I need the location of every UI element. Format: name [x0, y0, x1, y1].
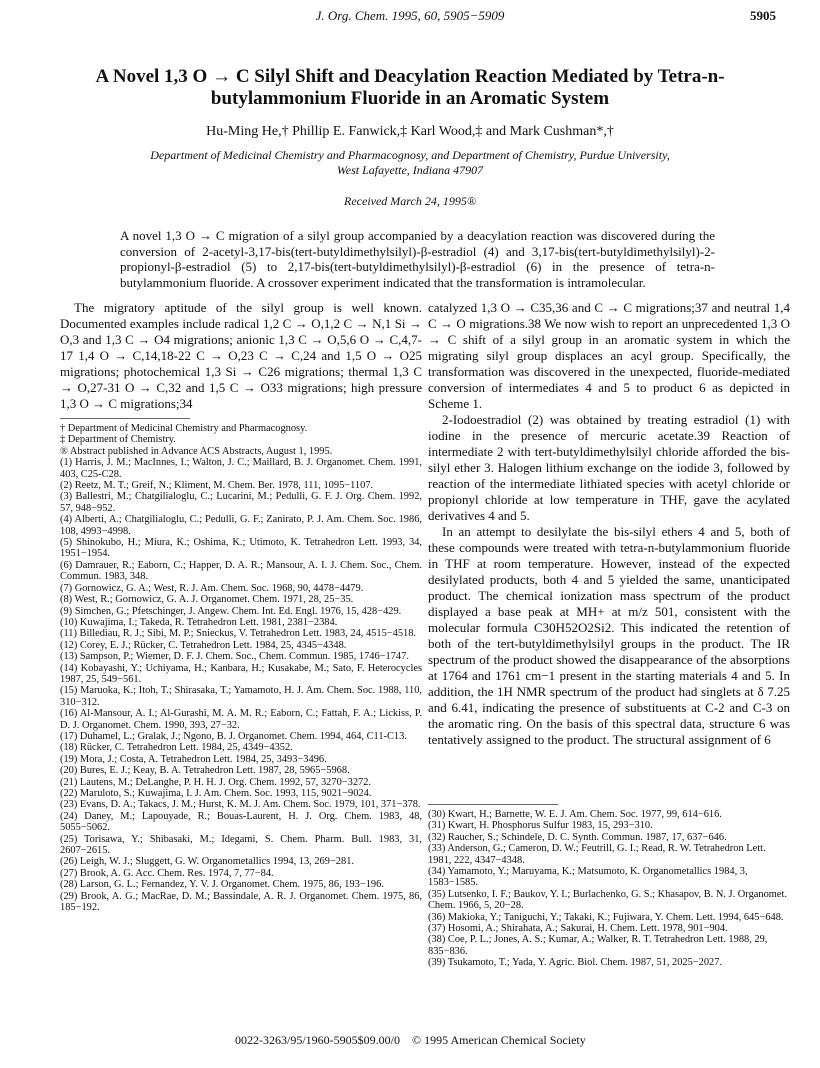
body-paragraph: In an attempt to desilylate the bis-silyl ethers 4 and 5, both of these compounds were treated with tetra-n-butylammonium fluoride in THF at room temperature. However, instead of the expected desilylated products, both 4 and 5 yielded the same, unanticipated product. The chemical ionization mass spectrum of the product displayed a base peak at MH+ at m/z 501, consistent with the molecular formula C30H52O2Si2. This indicated the retention of both of the tert-butyldimethylsilyl groups in the product. The IR spectrum of the product showed the disappearance of the absorptions at 1764 and 1761 cm−1 present in the starting materials 4 and 5. In addition, the 1H NMR spectrum of the product had singlets at δ 7.25 and 6.41, indicating the presence of substituents at C-2 and C-3 on the aromatic ring. On the basis of this spectral data, structure 6 was tentatively assigned to the product. The structural assignment of 6 [428, 524, 790, 747]
reference: (17) Duhamel, L.; Gralak, J.; Ngono, B. J. Organomet. Chem. 1994, 464, C11-C13. [60, 730, 407, 742]
article-title: A Novel 1,3 O → C Silyl Shift and Deacylation Reaction Mediated by Tetra-n-butylammonium Fluoride in an Aromatic System [95, 66, 725, 109]
affiliation: Department of Medicinal Chemistry and Pharmacognosy, and Department of Chemistry, Purdue University, West Lafayette, Indiana 47907 [150, 148, 670, 177]
journal-citation: J. Org. Chem. 1995, 60, 5905−5909 [315, 8, 505, 23]
reference: (22) Maruloto, S.; Kuwajima, I. J. Am. Chem. Soc. 1993, 115, 9021−9024. [60, 788, 372, 799]
reference: (19) Mora, J.; Costa, A. Tetrahedron Lett. 1984, 25, 3493−3496. [60, 753, 327, 765]
body-paragraph: The migratory aptitude of the silyl group is well known. Documented examples include radical 1,2 C → O,1,2 C → N,1 Si → O,3 and 1,3 C → O4 migrations; anionic 1,3 C → O,5,6 O → C,4,7-17 1,4 O → C,14,18-22 C → O,23 C → C,24 and 1,5 O → O25 migrations; photochemical 1,3 Si → C26 migrations; thermal 1,3 C → O,27-31 O → C,32 and 1,5 C → O33 migrations; high pressure 1,3 O → C migrations;34 [60, 300, 422, 411]
reference: (27) Brook, A. G. Acc. Chem. Res. 1974, 7, 77−84. [60, 867, 274, 879]
footnote: † Department of Medicinal Chemistry and Pharmacognosy. [60, 423, 308, 434]
reference: (21) Lautens, M.; DeLanghe, P. H. H. J. Org. Chem. 1992, 57, 3270−3272. [60, 776, 372, 788]
body-paragraph: catalyzed 1,3 O → C35,36 and C → C migrations;37 and neutral 1,4 C → O migrations.38 We now wish to report an unprecedented 1,3 O → C shift of a silyl group in an aromatic system in which the migrating silyl group displaces an acyl group. Specifically, the transformation was discovered in the unexpected, fluoride-mediated conversion of intermediates 4 and 5 to product 6 as depicted in Scheme 1. [428, 300, 790, 411]
reference-divider [428, 804, 558, 805]
reference: (9) Simchen, G.; Pfetschinger, J. Angew. Chem. Int. Ed. Engl. 1976, 15, 428−429. [60, 605, 402, 617]
reference: (30) Kwart, H.; Barnette, W. E. J. Am. Chem. Soc. 1977, 99, 614−616. [428, 809, 722, 820]
reference: (12) Corey, E. J.; Rücker, C. Tetrahedron Lett. 1984, 25, 4345−4348. [60, 639, 347, 651]
left-column [60, 300, 422, 913]
reference: (8) West, R.; Gornowicz, G. A. J. Organomet. Chem. 1971, 28, 25−35. [60, 594, 354, 606]
reference: (25) Torisawa, Y.; Shibasaki, M.; Idegami, S. Chem. Pharm. Bull. 1983, 31, 2607−2615. [60, 833, 422, 857]
reference: (38) Coe, P. L.; Jones, A. S.; Kumar, A.; Walker, R. T. Tetrahedron Lett. 1988, 29, 835−836. [428, 934, 768, 957]
reference: (11) Billediau, R. J.; Sibi, M. P.; Snieckus, V. Tetrahedron Lett. 1983, 24, 4515−4518. [60, 628, 416, 640]
reference: (36) Makioka, Y.; Taniguchi, Y.; Takaki, K.; Fujiwara, Y. Chem. Lett. 1994, 645−648. [428, 911, 784, 923]
copyright: © 1995 American Chemical Society [412, 1033, 586, 1047]
reference: (2) Reetz, M. T.; Greif, N.; Kliment, M. Chem. Ber. 1978, 111, 1095−1107. [60, 480, 374, 492]
reference: (32) Raucher, S.; Schindele, D. C. Synth. Commun. 1987, 17, 637−646. [428, 831, 727, 843]
reference: (16) Al-Mansour, A. I.; Al-Gurashi, M. A. M. R.; Eaborn, C.; Fattah, F. A.; Lickiss, P. D. J. Organomet. Chem. 1990, 393, 27−32. [60, 708, 422, 731]
footnotes [60, 423, 422, 913]
reference: (20) Bures, E. J.; Keay, B. A. Tetrahedron Lett. 1987, 28, 5965−5968. [60, 765, 350, 777]
footnote: ‡ Department of Chemistry. [60, 434, 176, 446]
reference: (18) Rücker, C. Tetrahedron Lett. 1984, 25, 4349−4352. [60, 742, 293, 754]
received-date: Received March 24, 1995® [344, 194, 476, 208]
reference: (24) Daney, M.; Lapouyade, R.; Bouas-Laurent, H. J. Org. Chem. 1983, 48, 5055−5062. [60, 810, 422, 834]
reference: (6) Damrauer, R.; Eaborn, C.; Happer, D. A. R.; Mansour, A. I. J. Chem. Soc., Chem. Commun. 1983, 348. [60, 559, 422, 583]
reference: (15) Maruoka, K.; Itoh, T.; Shirasaka, T.; Yamamoto, H. J. Am. Chem. Soc. 1988, 110, 310−312. [60, 685, 422, 708]
reference: (5) Shinokubo, H.; Miura, K.; Oshima, K.; Utimoto, K. Tetrahedron Lett. 1993, 34, 1951−1954. [60, 537, 422, 560]
right-column [428, 300, 790, 748]
reference: (23) Evans, D. A.; Takacs, J. M.; Hurst, K. M. J. Am. Chem. Soc. 1979, 101, 371−378. [60, 799, 421, 811]
running-header [0, 8, 820, 30]
author-list: Hu-Ming He,† Phillip E. Fanwick,‡ Karl Wood,‡ and Mark Cushman*,† [206, 124, 614, 139]
page-number: 5905 [750, 8, 776, 23]
reference: (35) Lutsenko, I. F.; Baukov, Y. I.; Burlachenko, G. S.; Khasapov, B. N. J. Organomet. Chem. 1966, 5, 20−28. [428, 888, 787, 912]
reference: (10) Kuwajima, I.; Takeda, R. Tetrahedron Lett. 1981, 2381−2384. [60, 616, 338, 628]
reference: (4) Alberti, A.; Chatgilialoglu, C.; Pedulli, G. F.; Zanirato, P. J. Am. Chem. Soc. 1986, 108, 4993−4998. [60, 514, 422, 537]
abstract: A novel 1,3 O → C migration of a silyl group accompanied by a deacylation reaction was discovered during the conversion of 2-acetyl-3,17-bis(tert-butyldimethylsilyl)-β-estradiol (4) and 3,17-bis(tert-butyldimethylsilyl)-2-propionyl-β-estradiol (5) to 2,17-bis(tert-butyldimethylsilyl)-β-estradiol (6) in the presence of tetra-n-butylammonium fluoride. A crossover experiment indicated that the transformation is intramolecular. [120, 228, 715, 290]
reference: (3) Ballestri, M.; Chatgilialoglu, C.; Lucarini, M.; Pedulli, G. F. J. Org. Chem. 1992, 57, 948−952. [60, 491, 422, 514]
footnote: ® Abstract published in Advance ACS Abstracts, August 1, 1995. [60, 445, 333, 457]
body-paragraph: 2-Iodoestradiol (2) was obtained by treating estradiol (1) with iodine in the presence of mercuric acetate.39 Reaction of intermediate 2 with tert-butyldimethylsilyl chloride afforded the bis-silyl ether 3. Halogen lithium exchange on the iodide 3, followed by reaction of the intermediate lithiated species with acetyl chloride or propionyl chloride at low temperature in THF, gave the acylated derivatives 4 and 5. [428, 412, 790, 523]
footnote-divider [60, 418, 190, 419]
issn-code: 0022-3263/95/1960-5905$09.00/0 [235, 1033, 400, 1047]
reference: (33) Anderson, G.; Cameron, D. W.; Feutrill, G. I.; Read, R. W. Tetrahedron Lett. 1981, 222, 4347−4348. [428, 843, 766, 866]
reference: (29) Brook, A. G.; MacRae, D. M.; Bassindale, A. R. J. Organomet. Chem. 1975, 86, 185−192. [60, 890, 422, 914]
reference: (13) Sampson, P.; Wiemer, D. F. J. Chem. Soc., Chem. Commun. 1985, 1746−1747. [60, 651, 409, 663]
reference: (14) Kobayashi, Y.; Uchiyama, H.; Kanbara, H.; Kusakabe, M.; Sato, F. Heterocycles 1987, 25, 549−561. [60, 662, 422, 685]
reference: (31) Kwart, H. Phosphorus Sulfur 1983, 15, 293−310. [428, 820, 653, 832]
reference: (1) Harris, J. M.; MacInnes, I.; Walton, J. C.; Maillard, B. J. Organomet. Chem. 1991, 403, C25-C28. [60, 457, 422, 480]
reference: (39) Tsukamoto, T.; Yada, Y. Agric. Biol. Chem. 1987, 51, 2025−2027. [428, 957, 723, 969]
reference: (7) Gornowicz, G. A.; West, R. J. Am. Chem. Soc. 1968, 90, 4478−4479. [60, 582, 364, 594]
reference: (34) Yamamoto, Y.; Maruyama, K.; Matsumoto, K. Organometallics 1984, 3, 1583−1585. [428, 866, 748, 889]
reference: (26) Leigh, W. J.; Sluggett, G. W. Organometallics 1994, 13, 269−281. [60, 856, 354, 868]
reference: (37) Hosomi, A.; Shirahata, A.; Sakurai, H. Chem. Lett. 1978, 901−904. [428, 923, 728, 935]
reference-list-right [428, 798, 790, 969]
reference: (28) Larson, G. L.; Fernandez, Y. V. J. Organomet. Chem. 1975, 86, 193−196. [60, 879, 384, 891]
